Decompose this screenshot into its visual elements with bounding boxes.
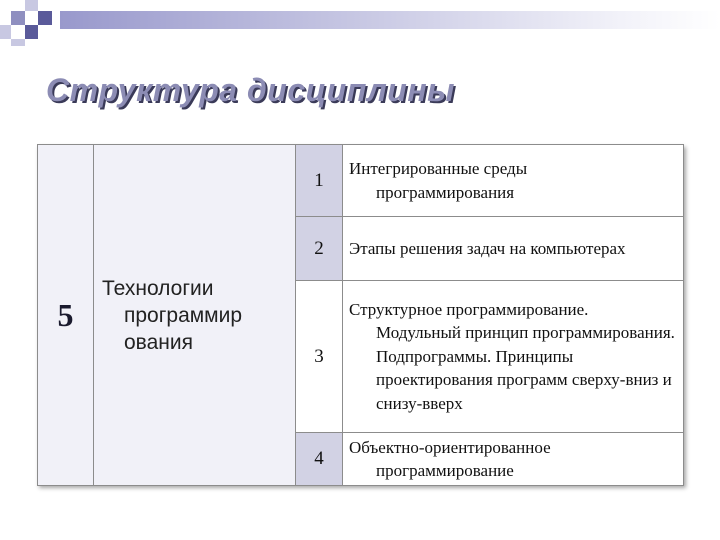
deco-square [25, 25, 38, 39]
topic-text-content: Объектно-ориентированное программирование [349, 437, 551, 480]
topic-text [343, 281, 684, 433]
header-gradient-bar [60, 11, 720, 29]
topic-text [343, 217, 684, 281]
topic-index: 4 [296, 433, 343, 486]
deco-square [0, 25, 11, 39]
deco-square [11, 11, 25, 25]
structure-table [37, 144, 684, 485]
topic-text-content: Этапы решения задач на компьютерах [349, 238, 626, 258]
deco-square [11, 39, 25, 46]
deco-square [38, 11, 52, 25]
deco-square [25, 0, 38, 11]
section-name-line: Технологии [102, 276, 214, 300]
topic-text-content: Структурное программирование. Модульный принцип программирования. Подпрограммы. Принципы проектирования программ сверху-вниз и снизу-вверх [349, 299, 675, 413]
section-name-line: ования [124, 330, 193, 354]
topic-index: 2 [296, 217, 343, 281]
topic-text [343, 145, 684, 217]
page-title: Структура дисциплины [46, 72, 455, 108]
topic-text-content: Интегрированные среды программирования [349, 159, 528, 202]
topic-index: 1 [296, 145, 343, 217]
section-name [94, 145, 296, 486]
section-name-line: программир [124, 303, 243, 327]
topic-index: 3 [296, 281, 343, 433]
section-number: 5 [38, 145, 94, 486]
topic-text [343, 433, 684, 486]
